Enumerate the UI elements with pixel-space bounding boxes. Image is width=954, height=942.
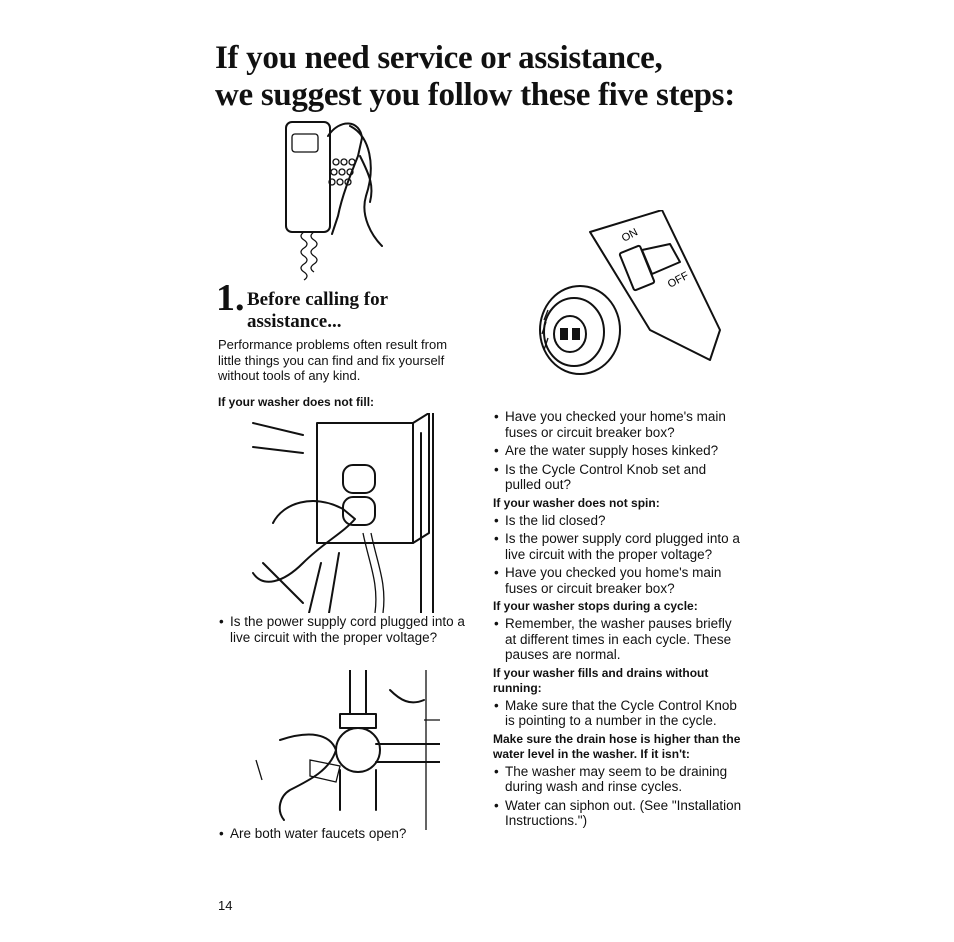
fills-drains-heading: If your washer fills and drains without running: — [493, 665, 709, 695]
page-number: 14 — [218, 898, 233, 913]
step-title-line-2: assistance... — [247, 311, 342, 332]
page-headline — [215, 40, 915, 114]
breaker-off-label: OFF — [665, 269, 691, 291]
step-title-line-1: Before calling for — [247, 289, 389, 310]
headline-line-1: If you need service or assistance, — [215, 40, 663, 76]
list-item: • Remember, the washer pauses briefly at different times in each cycle. These pauses are normal. — [493, 616, 745, 663]
no-fill-heading: If your washer does not fill: — [218, 395, 375, 409]
list-item: • Is the power supply cord plugged into a live circuit with the proper voltage? — [493, 531, 745, 562]
list-item: • Are the water supply hoses kinked? — [493, 443, 745, 459]
list-item: • Is the lid closed? — [493, 513, 745, 529]
fuse-breaker-illustration — [530, 210, 740, 380]
stops-heading: If your washer stops during a cycle: — [493, 599, 698, 613]
faucet-illustration — [240, 670, 440, 830]
right-column — [493, 409, 745, 832]
list-item: • Have you checked you home's main fuses or circuit breaker box? — [493, 565, 745, 596]
list-item: • Have you checked your home's main fuses or circuit breaker box? — [493, 409, 745, 440]
list-item: • Are both water faucets open? — [218, 826, 470, 842]
list-item: • Is the Cycle Control Knob set and pulled out? — [493, 462, 745, 493]
step-title — [247, 289, 477, 333]
stops-list — [493, 616, 745, 663]
fills-drains-list — [493, 698, 745, 729]
no-fill-list — [218, 614, 470, 648]
list-item: • Water can siphon out. (See "Installation Instructions.") — [493, 798, 745, 829]
no-spin-list — [493, 513, 745, 597]
faucet-list — [218, 826, 470, 845]
outlet-plug-illustration — [243, 413, 443, 613]
breaker-on-label: ON — [619, 226, 640, 245]
step-intro: Performance problems often result from little things you can find and fix yourself without tools of any kind. — [218, 337, 448, 383]
telephone-illustration — [280, 116, 390, 286]
no-fill-more-list — [493, 409, 745, 493]
step-number: 1. — [216, 277, 245, 319]
drain-hose-heading: Make sure the drain hose is higher than the water level in the washer. If it isn't: — [493, 731, 741, 761]
headline-line-2: we suggest you follow these five steps: — [215, 77, 735, 113]
list-item: • Is the power supply cord plugged into a live circuit with the proper voltage? — [218, 614, 470, 645]
list-item: • The washer may seem to be draining during wash and rinse cycles. — [493, 764, 745, 795]
no-spin-heading: If your washer does not spin: — [493, 495, 660, 510]
drain-hose-list — [493, 764, 745, 829]
list-item: • Make sure that the Cycle Control Knob is pointing to a number in the cycle. — [493, 698, 745, 729]
